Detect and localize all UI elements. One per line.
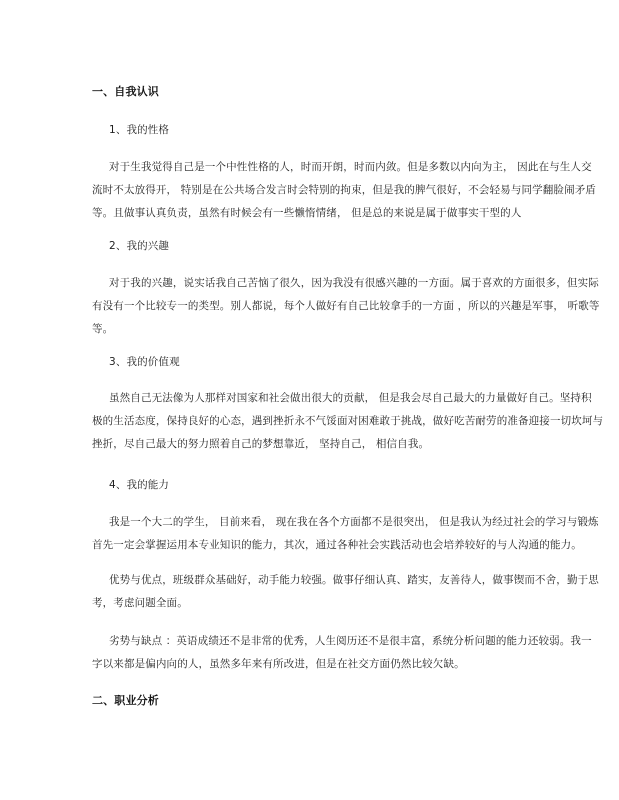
paragraph-line: 等。且做事认真负责，虽然有时候会有一些懒惰情绪， 但是总的来说是属于做事实干型的人 xyxy=(92,207,522,219)
section-heading: 一、自我认识 xyxy=(92,85,159,98)
subsection-heading: 3、我的价值观 xyxy=(109,356,180,368)
subsection-heading: 1、我的性格 xyxy=(109,124,170,136)
paragraph-line: 劣势与缺点 ：英语成绩还不是非常的优秀，人生阅历还不是很丰富，系统分析问题的能力还较弱。我一 xyxy=(109,635,592,647)
paragraph-line: 对于我的兴趣，说实话我自己苦恼了很久，因为我没有很感兴趣的一方面。属于喜欢的方面很多，但实际 xyxy=(109,277,599,289)
section-heading: 二、职业分析 xyxy=(92,694,159,707)
subsection-heading: 2、我的兴趣 xyxy=(109,240,170,252)
subsection-heading: 4、我的能力 xyxy=(109,479,170,491)
paragraph-line: 考，考虑问题全面。 xyxy=(92,597,188,609)
paragraph-line: 对于生我觉得自己是一个中性性格的人，时而开朗，时而内敛。但是多数以内向为主， 因此在与生人交 xyxy=(109,161,592,173)
paragraph-line: 流时不太放得开， 特别是在公共场合发言时会特别的拘束，但是我的脾气很好，不会轻易与同学翻脸闹矛盾 xyxy=(92,184,597,196)
paragraph-line: 我是一个大二的学生， 目前来看， 现在我在各个方面都不是很突出， 但是我认为经过社会的学习与锻炼 xyxy=(109,516,599,528)
paragraph-line: 字以来都是偏内向的人，虽然多年来有所改进，但是在社交方面仍然比较欠缺。 xyxy=(92,658,465,670)
paragraph-line: 挫折，尽自己最大的努力照着自己的梦想靠近， 坚持自己， 相信自我。 xyxy=(92,438,430,450)
paragraph-line: 优势与优点，班级群众基础好，动手能力较强。做事仔细认真、踏实，友善待人，做事锲而不舍，勤于思 xyxy=(109,574,599,586)
paragraph-line: 极的生活态度，保持良好的心态，遇到挫折永不气馁面对困难敢于挑战，做好吃苦耐劳的准备迎接一切坎坷与 xyxy=(92,415,604,427)
paragraph-line: 有没有一个比较专一的类型。别人都说，每个人做好有自己比较拿手的一方面 ，所以的兴趣是军事， 听歌等 xyxy=(92,300,600,312)
paragraph-line: 虽然自己无法像为人那样对国家和社会做出很大的贡献， 但是我会尽自己最大的力量做好自己。坚持积 xyxy=(109,392,592,404)
paragraph-line: 等。 xyxy=(92,323,114,335)
paragraph-line: 首先一定会掌握运用本专业知识的能力，其次，通过各种社会实践活动也会培养较好的与人沟通的能力。 xyxy=(92,539,582,551)
